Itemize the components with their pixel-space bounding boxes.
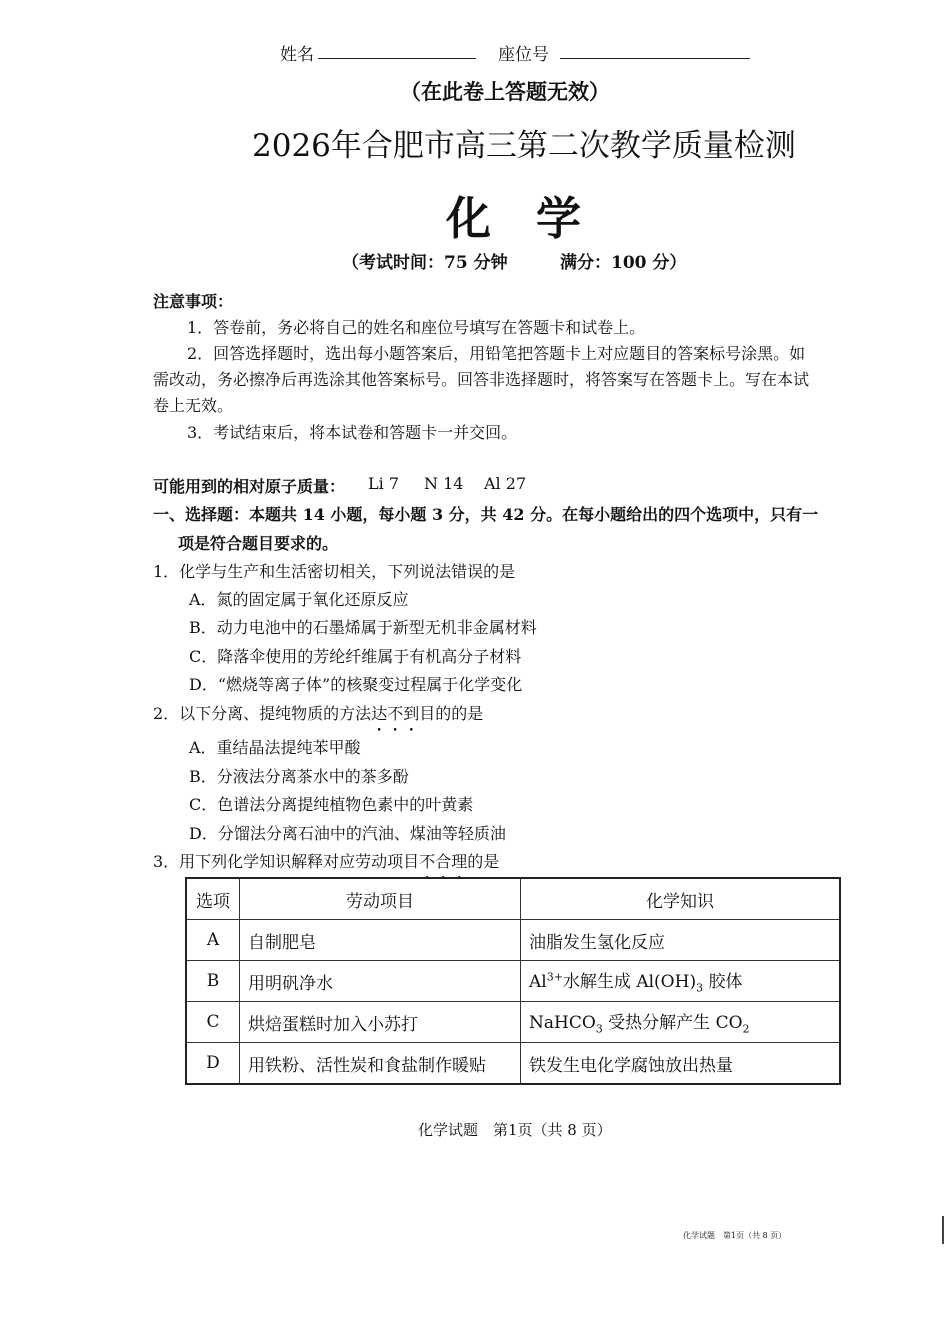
table-cell-option: D: [186, 1043, 240, 1085]
table-row: [186, 920, 840, 961]
section1-line1: 一、选择题：本题共 14 小题，每小题 3 分，共 42 分。在每小题给出的四个选项中，只有一: [153, 505, 819, 524]
q2-option-c: C．色谱法分离提纯植物色素中的叶黄素: [189, 795, 474, 814]
q2-emphasis-2: 不: [387, 704, 404, 723]
q2-option-b: B．分液法分离茶水中的茶多酚: [189, 767, 409, 786]
q3-emphasis-2: 合: [435, 852, 452, 871]
page-footer: 化学试题 第1页（共 8 页）: [418, 1121, 612, 1139]
q3-stem-post: 的是: [467, 852, 500, 871]
table-cell-option: B: [186, 961, 240, 1002]
seat-blank[interactable]: [560, 58, 750, 59]
q1-option-a: A．氮的固定属于氧化还原反应: [189, 590, 409, 609]
q2-stem-pre: 2．以下分离、提纯物质的方法: [153, 704, 372, 723]
table-cell-project: 自制肥皂: [240, 920, 521, 961]
q3-stem: [153, 849, 499, 872]
formula-charge: 3+: [546, 970, 563, 984]
table-cell-knowledge: 铁发生电化学腐蚀放出热量: [521, 1043, 841, 1085]
q3-table: [185, 877, 841, 1085]
table-row: [186, 1002, 840, 1043]
table-cell-knowledge: 油脂发生氢化反应: [521, 920, 841, 961]
table-row: [186, 961, 840, 1002]
table-cell-project: 用明矾净水: [240, 961, 521, 1002]
subject-title: 化 学: [446, 192, 582, 245]
formula-text: 水解生成 Al(OH): [562, 972, 697, 993]
formula-subscript: 3: [696, 981, 704, 995]
atomic-mass-label: 可能用到的相对原子质量：: [153, 477, 346, 496]
atomic-mass-n: N 14: [424, 474, 464, 493]
formula-subscript: 2: [742, 1022, 750, 1036]
table-cell-project: 烘焙蛋糕时加入小苏打: [240, 1002, 521, 1043]
formula-tail: 胶体: [703, 972, 743, 993]
invalid-notice: （在此卷上答题无效）: [400, 79, 610, 104]
q1-option-b: B．动力电池中的石墨烯属于新型无机非金属材料: [189, 618, 537, 637]
q1-option-d: D．“燃烧等离子体”的核聚变过程属于化学变化: [189, 675, 523, 694]
instruction-1: 1．答卷前，务必将自己的姓名和座位号填写在答题卡和试卷上。: [187, 318, 646, 337]
name-label: 姓名: [280, 45, 314, 65]
small-page-footer: 化学试题 第1页（共 8 页）: [683, 1231, 787, 1240]
q1-option-c: C．降落伞使用的芳纶纤维属于有机高分子材料: [189, 647, 522, 666]
table-row: [186, 1043, 840, 1085]
q3-emphasis-3: 理: [451, 852, 468, 871]
q2-emphasis-3: 到: [403, 704, 420, 723]
q3-stem-pre: 3．用下列化学知识解释对应劳动项目: [153, 852, 420, 871]
instruction-2-line3: 卷上无效。: [153, 396, 234, 415]
table-cell-option: C: [186, 1002, 240, 1043]
exam-title: 2026年合肥市高三第二次教学质量检测: [252, 128, 796, 164]
formula-subscript: 3: [595, 1022, 603, 1036]
instruction-2-line2: 需改动，务必擦净后再选涂其他答案标号。回答非选择题时，将答案写在答题卡上。写在本试: [153, 370, 810, 389]
section1-line2: 项是符合题目要求的。: [178, 534, 339, 553]
formula-al: Al: [529, 972, 547, 993]
score-info: 满分：100 分）: [560, 253, 687, 273]
q2-option-d: D．分馏法分离石油中的汽油、煤油等轻质油: [189, 824, 506, 843]
table-cell-option: A: [186, 920, 240, 961]
instructions-heading: 注意事项：: [153, 292, 234, 311]
table-header-project: 劳动项目: [240, 878, 521, 920]
q2-stem-post: 目的的是: [419, 704, 484, 723]
table-header-row: [186, 878, 840, 920]
table-cell-knowledge: [521, 961, 841, 1002]
q2-option-a: A．重结晶法提纯苯甲酸: [189, 738, 361, 757]
table-cell-project: 用铁粉、活性炭和食盐制作暖贴: [240, 1043, 521, 1085]
instruction-2-line1: 2．回答选择题时，选出每小题答案后，用铅笔把答题卡上对应题目的答案标号涂黑。如: [187, 344, 806, 363]
name-blank[interactable]: [318, 58, 476, 59]
time-info: （考试时间：75 分钟: [342, 253, 508, 273]
seat-label: 座位号: [498, 45, 549, 65]
table-header-knowledge: 化学知识: [521, 878, 841, 920]
instruction-3: 3．考试结束后，将本试卷和答题卡一并交回。: [187, 423, 518, 442]
q3-emphasis-1: 不: [419, 852, 436, 871]
atomic-mass-li: Li 7: [368, 474, 400, 493]
q2-emphasis-1: 达: [371, 704, 388, 723]
q1-stem: 1．化学与生产和生活密切相关，下列说法错误的是: [153, 562, 516, 581]
atomic-mass-al: Al 27: [484, 474, 527, 493]
page-edge-mark: [942, 1216, 944, 1244]
table-cell-knowledge: [521, 1002, 841, 1043]
q2-stem: [153, 701, 483, 724]
formula-text: 受热分解产生 CO: [602, 1013, 743, 1034]
formula-nahco: NaHCO: [529, 1013, 596, 1034]
table-header-option: 选项: [186, 878, 240, 920]
